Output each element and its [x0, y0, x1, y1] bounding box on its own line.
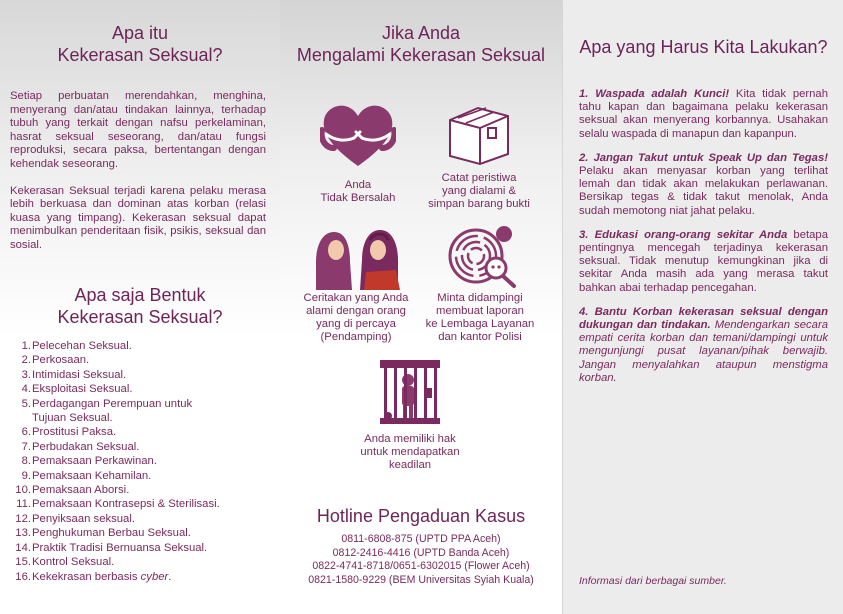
list-text: Pemaksaan Perkawinan.	[32, 455, 157, 468]
list-item	[10, 411, 272, 425]
list-text: Pemaksaan Kehamilan.	[32, 469, 152, 482]
list-number: 4.	[21, 383, 31, 396]
two-women-talking-icon	[308, 222, 406, 290]
list-text: Pemaksaan Kontrasepsi & Sterilisasi.	[32, 498, 220, 511]
list-number: 7.	[21, 440, 31, 453]
intro-paragraph-1: Setiap perbuatan merendahkan, menghina, menyerang dan/atau tindakan lainnya, terhadap tubuh yang terkait dengan nafsu perkelaminan, hasrat seksual seseorang, dan/atau fungsi reproduksi, secara paksa, bertentangan dengan kehendak seseorang.	[10, 90, 266, 170]
list-text: Pelecehan Seksual.	[32, 340, 132, 352]
list-number: 10.	[15, 484, 31, 497]
heading-if-experienced: Jika Anda Mengalami Kekerasan Seksual	[296, 23, 546, 65]
list-text: Perbudakan Seksual.	[32, 440, 140, 453]
list-item	[10, 339, 272, 353]
panel-what-to-do	[562, 0, 843, 614]
intro-text	[10, 90, 266, 253]
hotline-title: Hotline Pengaduan Kasus	[316, 506, 526, 526]
list-item	[10, 440, 272, 454]
list-number: 1.	[21, 340, 31, 352]
list-item	[10, 425, 272, 439]
list-item	[10, 570, 272, 584]
list-text: Tujuan Seksual.	[32, 412, 113, 425]
list-text: Pemaksaan Aborsi.	[32, 484, 130, 497]
hotline-number: 0811-6808-875 (UPTD PPA Aceh)	[341, 533, 501, 545]
evidence-box-icon	[444, 102, 514, 168]
list-item	[10, 541, 272, 555]
list-number: 9.	[21, 469, 31, 482]
step-2: 2. Jangan Takut untuk Speak Up dan Tegas! Pelaku akan menyasar korban yang terlihat lemah dan tidak akan melakukan perlawanan. Bersikap tegas & tidak takut menolak, Anda sudah memotong niat jahat pelaku.	[579, 151, 828, 217]
list-text: Kekekrasan berbasis cyber.	[32, 570, 172, 583]
list-number: 2.	[21, 354, 31, 367]
list-item	[10, 526, 272, 540]
cyber-word: cyber	[140, 570, 169, 583]
heart-hug-icon	[320, 100, 396, 170]
heading-what-to-do: Apa yang Harus Kita Lakukan?	[579, 37, 828, 57]
steps-list	[579, 88, 828, 396]
hotline-number: 0821-1580-9229 (BEM Universitas Syiah Kuala)	[308, 573, 534, 586]
caption-tell-trusted: Ceritakan yang Anda alami dengan orang yang di percaya (Pendamping)	[303, 292, 409, 343]
list-number: 12.	[15, 512, 31, 525]
caption-right-to-justice: Anda memiliki hak untuk mendapatkan keadilan	[360, 433, 460, 471]
list-text: Intimidasi Seksual.	[32, 368, 127, 381]
caption-not-guilty: Anda Tidak Bersalah	[320, 179, 396, 204]
list-number: 3.	[21, 368, 31, 381]
list-number: 15.	[15, 556, 31, 569]
list-item	[10, 512, 272, 526]
list-item	[10, 469, 272, 483]
list-number: 8.	[21, 455, 31, 468]
caption-record-evidence: Catat peristiwa yang dialami & simpan barang bukti	[428, 172, 530, 210]
list-item	[10, 497, 272, 511]
hotline-number: 0812-2416-4416 (UPTD Banda Aceh)	[332, 546, 510, 559]
list-item	[10, 555, 272, 569]
heading-what-is: Apa itu Kekerasan Seksual?	[57, 23, 223, 65]
forms-list	[10, 339, 272, 584]
step-3: 3. Edukasi orang-orang sekitar Anda betapa pentingnya mencegah terjadinya kekerasan seksual. Tidak menutup kemungkinan jika di sekitar Anda masih ada yang merasa takut bahkan abai terhadap pencegahan.	[579, 228, 828, 294]
list-text: Praktik Tradisi Bernuansa Seksual.	[32, 541, 208, 554]
list-text: Prostitusi Paksa.	[32, 426, 117, 439]
list-item	[10, 483, 272, 497]
list-text: Penghukuman Berbau Seksual.	[32, 527, 191, 540]
intro-paragraph-2: Kekerasan Seksual terjadi karena pelaku merasa lebih berkuasa dan dominan atas korban (relasi kuasa yang timpang). Kekerasan seksual dapat menimbulkan penderitaan fisik, psikis, seksual dan sosial.	[10, 184, 266, 251]
list-text: Perkosaan.	[32, 354, 90, 367]
caption-report-help: Minta didampingi membuat laporan ke Lembaga Layanan dan kantor Polisi	[425, 292, 535, 343]
list-item	[10, 382, 272, 396]
jail-icon	[376, 356, 444, 428]
list-number: 13.	[15, 527, 31, 540]
heading-forms: Apa saja Bentuk Kekerasan Seksual?	[57, 285, 223, 327]
list-item	[10, 397, 272, 411]
list-number: 14.	[15, 541, 31, 554]
list-item	[10, 454, 272, 468]
panel-what-is	[0, 0, 280, 614]
list-text: Perdagangan Perempuan untuk	[32, 397, 193, 410]
hotline-number: 0822-4741-8718/0651-6302015 (Flower Aceh)	[312, 560, 530, 573]
list-number: 6.	[21, 426, 31, 439]
list-text: Penyiksaan seksual.	[32, 512, 135, 525]
list-item	[10, 368, 272, 382]
source-note: Informasi dari berbagai sumber.	[579, 575, 727, 587]
list-item	[10, 353, 272, 367]
list-number: 11.	[16, 498, 31, 511]
step-1: 1. Waspada adalah Kunci! Kita tidak pernah tahu kapan dan bagaimana pelaku kekerasan seksual akan menyerang korbannya. Usahakan selalu waspada di manapun dan kapanpun.	[579, 88, 828, 140]
list-number: 5.	[21, 397, 31, 410]
list-text: Kontrol Seksual.	[32, 556, 115, 569]
list-text: Eksploitasi Seksual.	[32, 383, 133, 396]
fingerprint-magnifier-icon	[446, 222, 520, 290]
list-number: 16.	[15, 570, 31, 583]
step-4: 4. Bantu Korban kekerasan seksual dengan dukungan dan tindakan. Mendengarkan secara empati cerita korban dan temani/dampingi untuk mengunjungi pusat layanan/pihak berwajib. Jangan menyalahkan ataupun menstigma korban.	[579, 305, 828, 384]
hotline-list	[280, 533, 562, 587]
panel-if-experienced	[280, 0, 562, 614]
